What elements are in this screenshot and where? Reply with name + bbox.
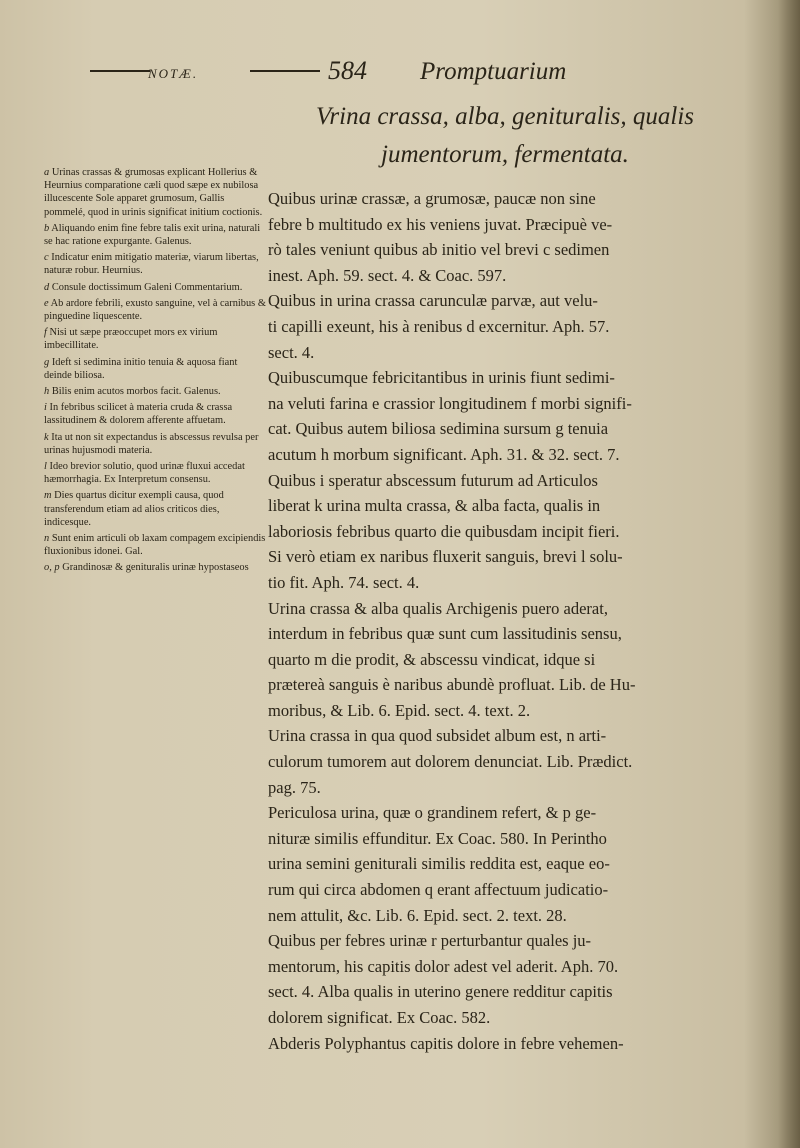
note-text: Nisi ut sæpe præoccupet mors ex virium imbecillitate. xyxy=(44,327,218,352)
text-line: moribus, & Lib. 6. Epid. sect. 4. text. 2. xyxy=(268,700,531,720)
marginal-note xyxy=(44,431,266,457)
note-text: Aliquando enim fine febre talis exit urina, naturali se hac ratione expurgante. Galenus. xyxy=(44,222,261,248)
note-marker: e xyxy=(44,297,49,309)
notes-heading: NOTÆ. xyxy=(148,66,199,81)
note-marker: h xyxy=(44,386,50,398)
text-line: Abderis Polyphantus capitis dolore in febre vehemen- xyxy=(268,1033,624,1053)
marginal-note xyxy=(44,251,266,277)
text-line: Quibus per febres urinæ r perturbantur quales ju- xyxy=(268,931,592,951)
note-text: Sunt enim articuli ob laxam compagem excipiendis fluxionibus idonei. Gal. xyxy=(44,533,266,558)
note-text: Ideft si sedimina initio tenuia & aquosa fiant deinde biliosa. xyxy=(44,356,238,381)
text-line: ti capilli exeunt, his à renibus d excernitur. Aph. 57. xyxy=(268,316,610,336)
text-line: Urina crassa & alba qualis Archigenis puero aderat, xyxy=(268,598,608,618)
note-text: Dies quartus dicitur exempli causa, quod transferendum etiam ad alios criticos dies, indicesque. xyxy=(44,490,224,528)
text-line: urina semini geniturali similis reddita est, eaque eo- xyxy=(268,854,610,874)
header-rule-right xyxy=(250,70,320,72)
note-text: Indicatur enim mitigatio materiæ, viarum libertas, naturæ robur. Heurnius. xyxy=(44,252,259,277)
text-line: tio fit. Aph. 74. sect. 4. xyxy=(268,572,420,592)
text-line: sect. 4. xyxy=(268,342,315,362)
text-line: rum qui circa abdomen q erant affectuum judicatio- xyxy=(268,880,609,900)
note-marker: d xyxy=(44,281,50,293)
note-text: In febribus scilicet à materia cruda & crassa lassitudinem & dolorem afferente affuetam. xyxy=(44,402,233,427)
note-text: Ab ardore febrili, exusto sanguine, vel à carnibus & pinguedine liquescente. xyxy=(44,297,266,323)
text-line: Si verò etiam ex naribus fluxerit sanguis, brevi l solu- xyxy=(268,547,623,567)
page-number: 584 xyxy=(328,56,367,85)
text-line: interdum in febribus quæ sunt cum lassitudinis sensu, xyxy=(268,624,622,644)
marginal-note xyxy=(44,532,266,558)
note-text: Bilis enim acutos morbos facit. Galenus. xyxy=(51,386,221,398)
text-line: nem attulit, &c. Lib. 6. Epid. sect. 2. text. 28. xyxy=(268,905,567,925)
marginal-note xyxy=(44,222,266,248)
text-line: laboriosis febribus quarto die quibusdam incipit fieri. xyxy=(268,521,620,541)
note-marker: l xyxy=(44,461,47,473)
running-head: Promptuarium xyxy=(420,58,567,85)
text-line: Quibus in urina crassa carunculæ parvæ, aut velu- xyxy=(268,291,598,311)
marginal-note xyxy=(44,460,266,486)
marginal-note xyxy=(44,281,266,294)
header-rule-left xyxy=(90,70,150,72)
text-line: prætereà sanguis è naribus abundè profluat. Lib. de Hu- xyxy=(268,675,636,695)
page-header xyxy=(70,56,730,90)
text-line: na veluti farina e crassior longitudinem f morbi signifi- xyxy=(268,393,632,413)
text-line: culorum tumorem aut dolorem denunciat. Lib. Prædict. xyxy=(268,752,633,772)
note-text: Grandinosæ & genituralis urinæ hypostaseos xyxy=(62,562,249,574)
text-line: acutum h morbum significant. Aph. 31. & 32. sect. 7. xyxy=(268,444,620,464)
page-edge-shadow xyxy=(778,0,800,1148)
text-line: Quibus i speratur abscessum futurum ad Articulos xyxy=(268,470,598,490)
note-text: Urinas crassas & grumosas explicant Hollerius & Heurnius comparatione cæli quod sæpe ex nubilosa illucescente Sole apparet grumosum, Gallis pommelé, quod in urinis significat initium coctionis. xyxy=(44,167,263,218)
text-line: Urina crassa in qua quod subsidet album est, n arti- xyxy=(268,726,607,746)
text-line: rò tales veniunt quibus ab initio vel brevi c sedimen xyxy=(268,240,610,260)
marginal-notes-column xyxy=(44,166,266,578)
note-text: Consule doctissimum Galeni Commentarium. xyxy=(51,281,243,293)
text-line: inest. Aph. 59. sect. 4. & Coac. 597. xyxy=(268,265,507,285)
text-line: sect. 4. Alba qualis in uterino genere redditur capitis xyxy=(268,982,613,1002)
text-line: cat. Quibus autem biliosa sedimina sursum g tenuia xyxy=(268,419,609,439)
text-line: quarto m die prodit, & abscessu vindicat, idque si xyxy=(268,649,596,669)
marginal-note xyxy=(44,356,266,382)
text-line: Periculosa urina, quæ o grandinem refert, & p ge- xyxy=(268,803,597,823)
note-marker: b xyxy=(44,222,50,234)
note-marker: n xyxy=(44,533,50,545)
text-line: liberat k urina multa crassa, & alba facta, qualis in xyxy=(268,496,601,516)
section-title-line-1: Vrina crassa, alba, genituralis, qualis xyxy=(315,103,695,130)
marginal-note xyxy=(44,401,266,427)
note-marker: g xyxy=(44,356,50,368)
marginal-note xyxy=(44,297,266,323)
text-line: febre b multitudo ex his veniens juvat. Præcipuè ve- xyxy=(268,214,613,234)
note-text: Ideo brevior solutio, quod urinæ fluxui accedat hæmorrhagia. Ex Interpretum consensu. xyxy=(44,461,245,486)
note-marker: a xyxy=(44,167,50,178)
marginal-note xyxy=(44,326,266,352)
section-title-line-2: jumentorum, fermentata. xyxy=(381,141,629,168)
text-line: dolorem significat. Ex Coac. 582. xyxy=(268,1008,491,1027)
text-line: mentorum, his capitis dolor adest vel aderit. Aph. 70. xyxy=(268,956,619,976)
note-marker: c xyxy=(44,252,49,264)
main-text-column xyxy=(268,186,766,1056)
marginal-note xyxy=(44,385,266,398)
note-marker: i xyxy=(44,402,47,414)
marginal-note xyxy=(44,489,266,529)
note-marker: m xyxy=(44,490,52,502)
note-marker: f xyxy=(44,327,47,339)
note-marker: k xyxy=(44,431,49,443)
text-line: Quibus urinæ crassæ, a grumosæ, paucæ non sine xyxy=(268,189,596,208)
note-marker: o, p xyxy=(44,562,60,574)
text-line: nituræ similis effunditur. Ex Coac. 580. In Perintho xyxy=(268,828,607,848)
text-line: pag. 75. xyxy=(268,777,321,797)
text-line: Quibuscumque febricitantibus in urinis fiunt sedimi- xyxy=(268,368,615,388)
note-text: Ita ut non sit expectandus is abscessus revulsa per urinas hujusmodi materia. xyxy=(44,431,259,456)
section-title xyxy=(245,98,765,174)
marginal-note xyxy=(44,561,266,574)
marginal-note xyxy=(44,166,266,219)
